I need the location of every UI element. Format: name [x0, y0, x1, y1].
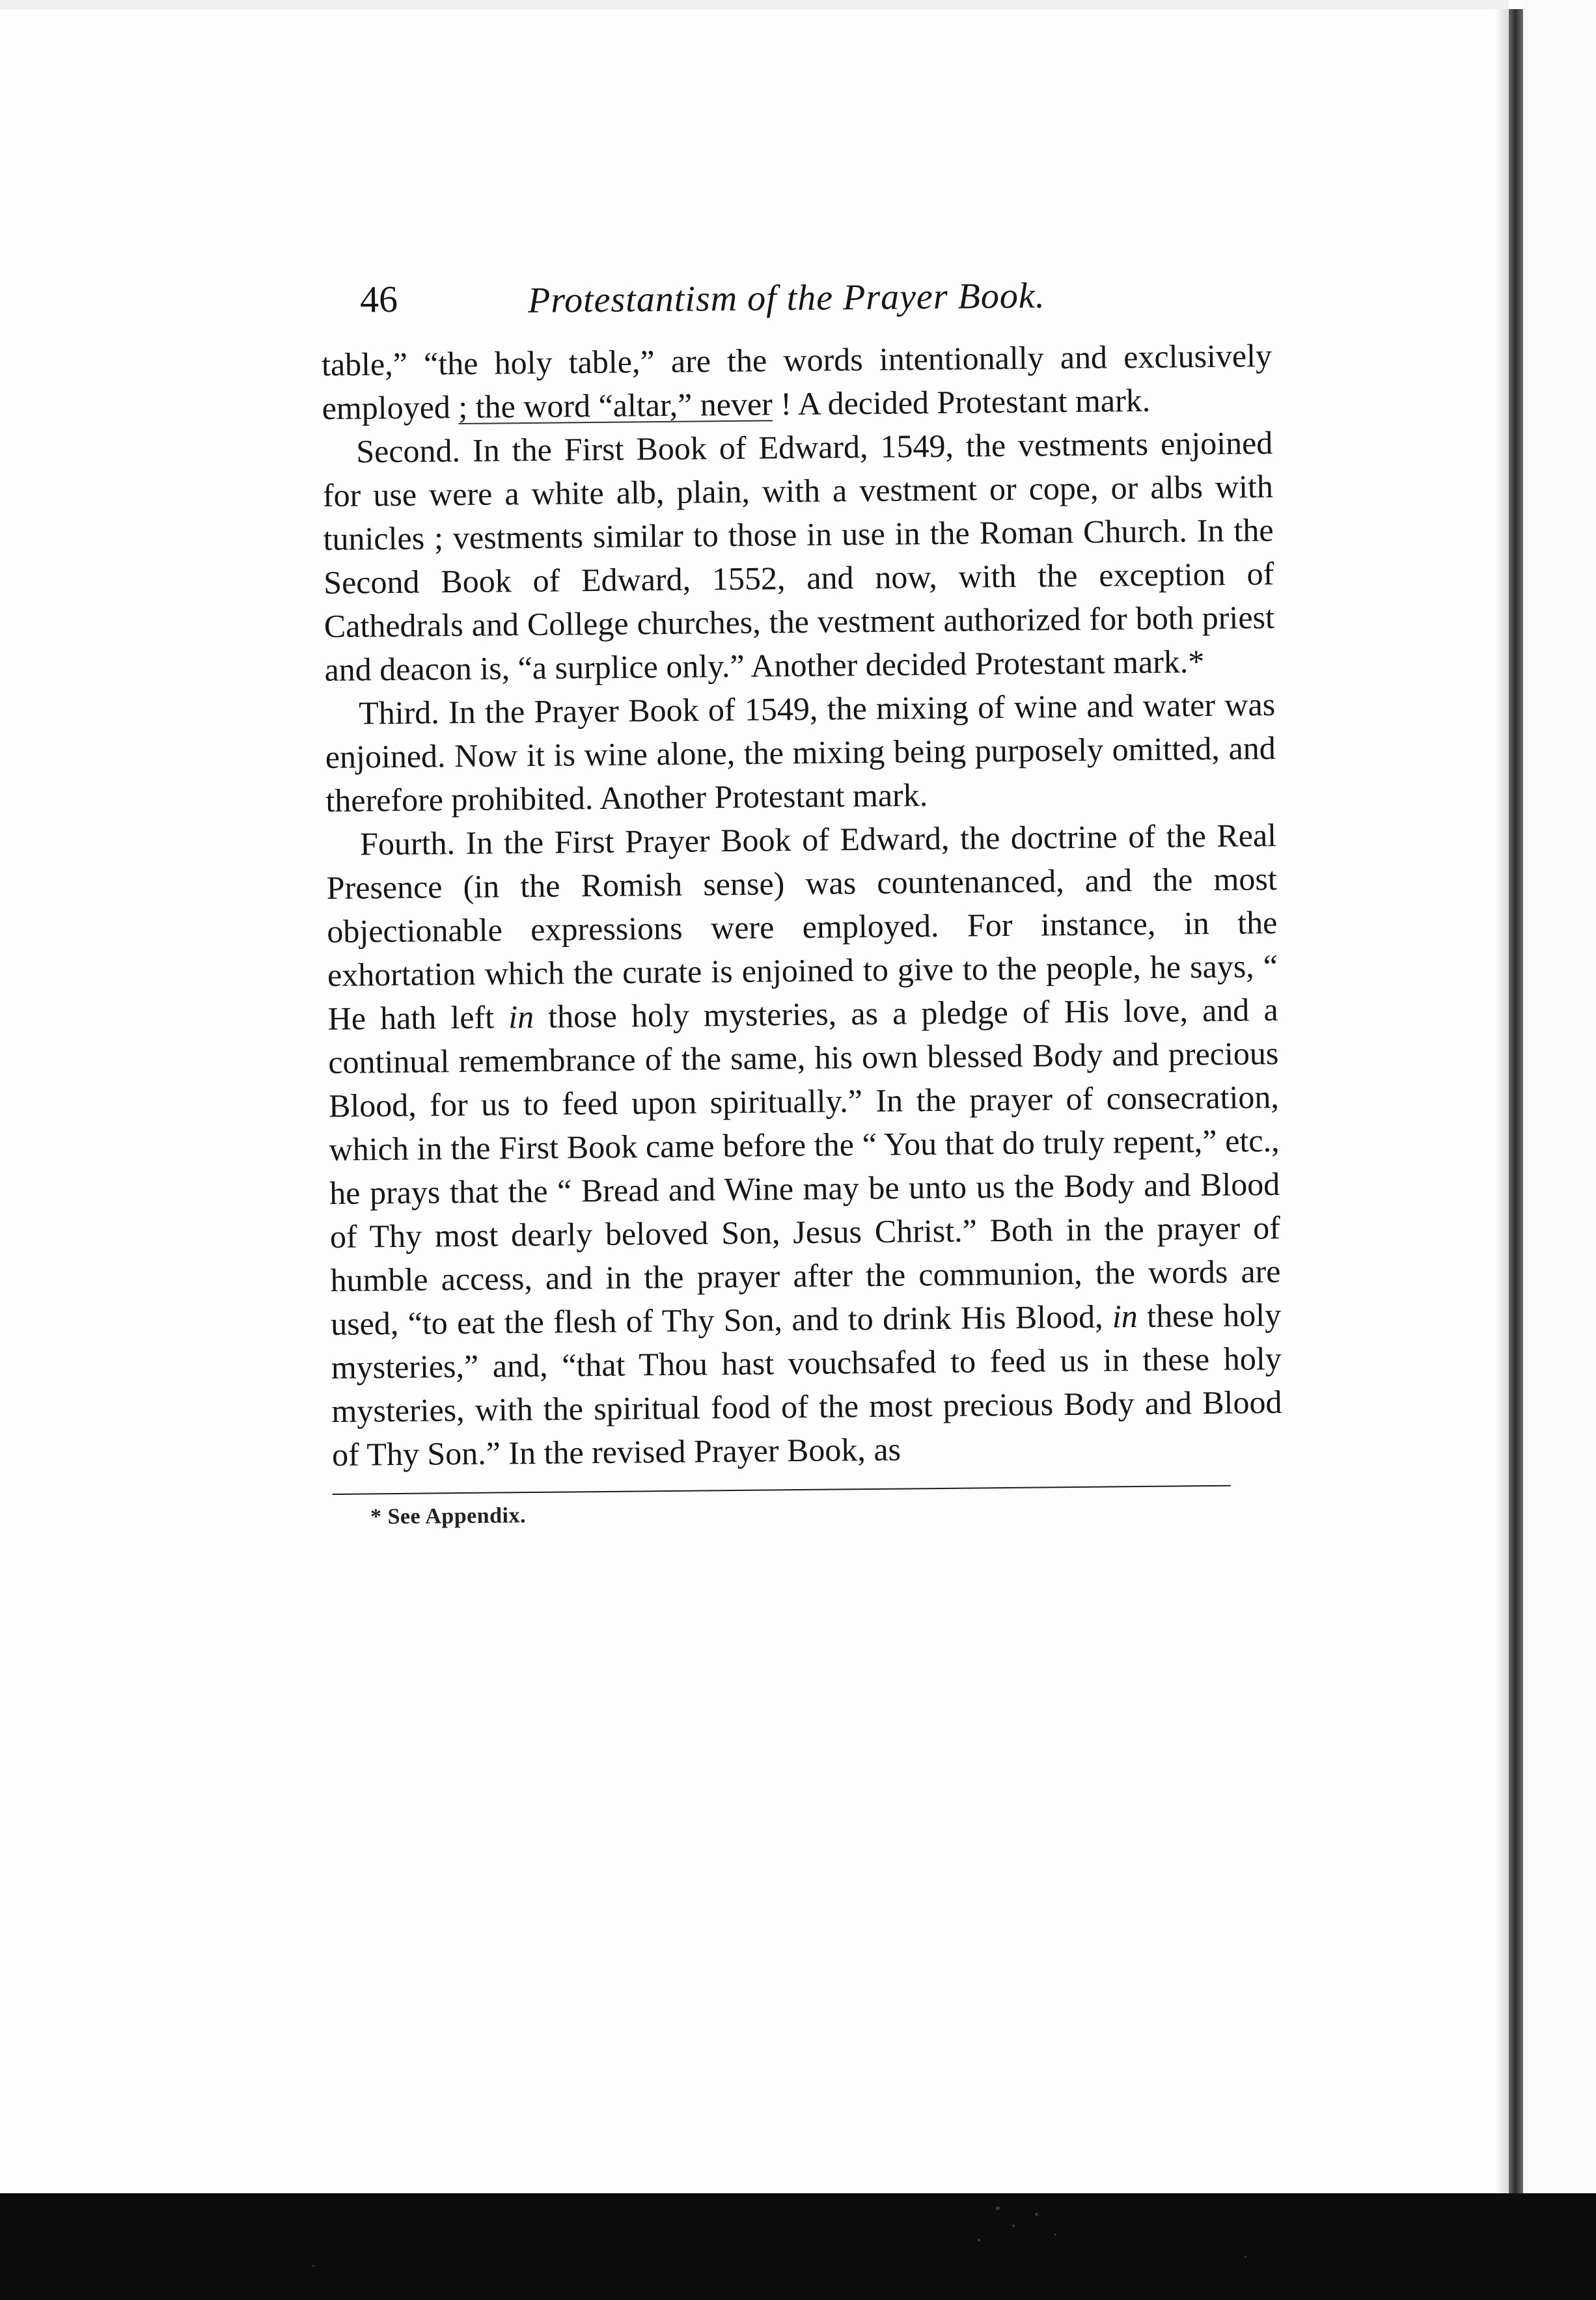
page-top-edge: [0, 0, 1509, 9]
paragraph-third: Third. In the Prayer Book of 1549, the mixing of wine and water was enjoined. Now it is wine alone, the mixing being purposely omitted, and therefore prohibited. Another Protestant mark.: [325, 685, 1276, 819]
scan-bottom-band: [0, 2193, 1596, 2300]
p1-underlined-phrase: ; the word “altar,” never: [458, 385, 773, 426]
p4-italic-in-2: in: [1112, 1298, 1138, 1335]
paragraph-continuation: [322, 334, 1273, 430]
running-head: [321, 256, 1272, 343]
p4-text-a: Fourth. In the First Prayer Book of Edward, the doctrine of the Real Presence (in the Romish sense) was countenanced, and the most objectionable expressions were employed. For instance, in the exhortation which the curate is enjoined to give to the people, he says, “ He hath left: [326, 816, 1278, 1037]
p2-text: Second. In the First Book of Edward, 1549, the vestments enjoined for use were a white alb, plain, with a vestment or cope, or albs with tunicles ; vestments similar to those in use in the Roman Church. In the Second Book of Edward, 1552, and now, with the exception of Cathedrals and College churches, the vestment authorized for both priest and deacon is, “a surplice only.” Another decided Protestant mark.: [322, 424, 1275, 689]
p4-text-b: those holy mysteries, as a pledge of His love, and a continual remembrance of the same, his own blessed Body and precious Blood, for us to feed upon spiritually.” In the prayer of consecration, which in the First Book came before the “ You that do truly repent,” etc., he prays that the “ Bread and Wine may be unto us the Body and Blood of Thy most dearly beloved Son, Jesus Christ.” Both in the prayer of humble access, and in the prayer after the communion, the words are used, “to eat the flesh of Thy Son, and to drink His Blood,: [328, 991, 1281, 1342]
p4-italic-in-1: in: [508, 998, 534, 1035]
page-number: 46: [359, 277, 398, 321]
p1-text-after: ! A decided Protestant mark.: [772, 381, 1151, 422]
paragraph-fourth: [326, 814, 1283, 1477]
footnote-rule: [333, 1485, 1231, 1495]
p1-text-before: table,” “the holy table,” are the words intentionally and exclusively employed: [321, 337, 1273, 427]
p4-text-c: these holy mysteries,” and, “that Thou hast vouchsafed to feed us in these holy mysteries, with the spiritual food of the most precious Body and Blood of Thy Son.” In the revised Prayer Book, as: [331, 1296, 1282, 1473]
paragraph-second: [322, 421, 1275, 692]
footnote-marker: *: [1188, 643, 1205, 680]
book-page: [321, 256, 1284, 1530]
spine-shadow: [1494, 9, 1509, 2193]
footnote: * See Appendix.: [370, 1503, 527, 1529]
book-spine: [1509, 9, 1523, 2193]
running-title: Protestantism of the Prayer Book.: [527, 275, 1045, 321]
page-right-margin: [1523, 0, 1596, 2193]
